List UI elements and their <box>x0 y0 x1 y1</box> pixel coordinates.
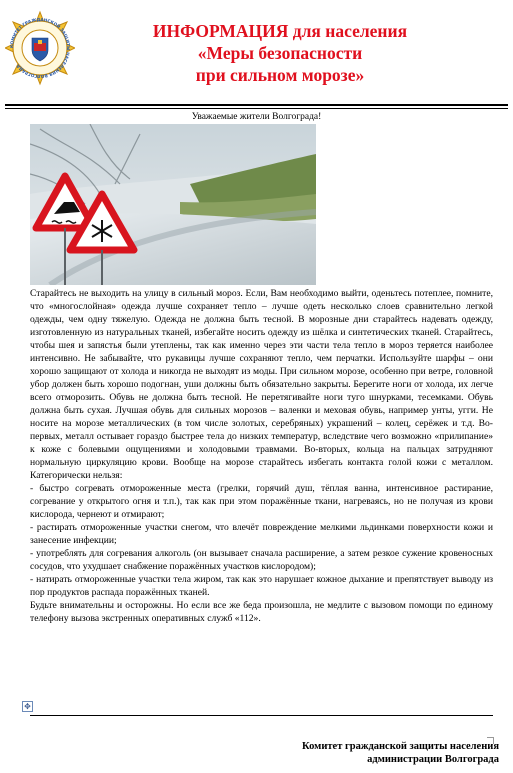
article-paragraph: Старайтесь не выходить на улицу в сильный мороз. Если, Вам необходимо выйти, оденьтесь потеплее, помните, что «многослойная» одежда лучше сохраняет тепло – лучше одеть несколько слоев сравнительно легкой одежды, чем одну тяжелую. Одежда не должна быть тесной. В морозные дни старайтесь надевать одежду, изготовленную из натуральных тканей, избегайте носить одежду из шёлка и синтетических тканей. Старайтесь, чтобы шея и запястья были утеплены, так как именно через эти части тела тепло в мороз теряется наиболее интенсивно. Не забывайте, что рукавицы лучше сохраняют тепло, чем перчатки. Используйте шарфы – они хорошо защищают от холода и никогда не выходят из моды. При сильном морозе, особенно при ветре, головной убор должен быть хорошо подогнан, уши должны быть обязательно закрыты. Берегите ноги от холода, их легче всего отморозить. Обувь не должна быть тесной. Не перетягивайте ноги тугo шнурками, тесемками. Обувь должна быть сухая. Лучшая обувь для сильных морозов – валенки и меховая обувь, например унты, угги. Не носите на морозе металлических (в том числе золотых, серебряных) украшений – колец, серёжек и т.д. Во-первых, металл остывает гораздо быстрее тела до низких температур, вследствие чего возможно «прилипание» к коже с болевыми ощущениями и холодовыми травмами. Во-вторых, кольца на пальцах затрудняют нормальную циркуляцию крови. Вообще на морозе старайтесь избегать контакта голой кожи с металлом. Категорически нельзя: <box>30 288 493 481</box>
article-paragraph: - натирать отмороженные участки тела жиром, так как это нарушает кожное дыхание и препятствует выводу из пор продуктов распада поражённых тканей. <box>30 574 493 598</box>
article-paragraph: - быстро согревать отмороженные места (грелки, горячий душ, тёплая ванна, интенсивное растирание, согревание у открытого огня и т.п.), так как при этом поражённые ткани, нагреваясь, но не получая из крови кислорода, чернеют и отмирают; <box>30 483 493 520</box>
signature-line-1: Комитет гражданской защиты населения <box>302 741 499 752</box>
article-body <box>30 287 493 625</box>
article-paragraph: Будьте внимательны и осторожны. Но если все же беда произошла, не медлите с вызовом помощи по единому телефону вызова экстренных оперативных служб «112». <box>30 600 493 624</box>
header-divider-thin <box>5 108 508 109</box>
title-line-2: «Меры безопасности <box>197 43 363 63</box>
signature-line-2: администрации Волгограда <box>367 754 499 765</box>
svg-text:КОМИТЕТ ГРАЖДАНСКОЙ ЗАЩИТЫ НАС: КОМИТЕТ ГРАЖДАНСКОЙ ЗАЩИТЫ НАСЕЛЕНИЯ ВОЛГОГРАДА <box>8 16 72 80</box>
signature <box>302 740 499 766</box>
article-paragraph: - растирать отмороженные участки снегом, что влечёт повреждение мелкими льдинками поверхности кожи и занесение инфекции; <box>30 522 493 546</box>
winter-road-photo <box>30 124 316 285</box>
table-move-handle-icon[interactable]: ✥ <box>22 701 33 712</box>
committee-emblem-logo <box>5 10 75 86</box>
title-line-1: ИНФОРМАЦИЯ для населения <box>152 21 408 41</box>
article-paragraph: - употреблять для согревания алкоголь (он вызывает сначала расширение, а затем резкое сужение кровеносных сосудов, что ухудшает снабжение поражённых участков кислородом); <box>30 548 493 572</box>
title-line-3: при сильном морозе» <box>195 65 365 85</box>
page-title <box>110 20 450 86</box>
header-divider <box>5 104 508 106</box>
footer-divider <box>30 715 493 716</box>
greeting: Уважаемые жители Волгограда! <box>191 112 322 122</box>
